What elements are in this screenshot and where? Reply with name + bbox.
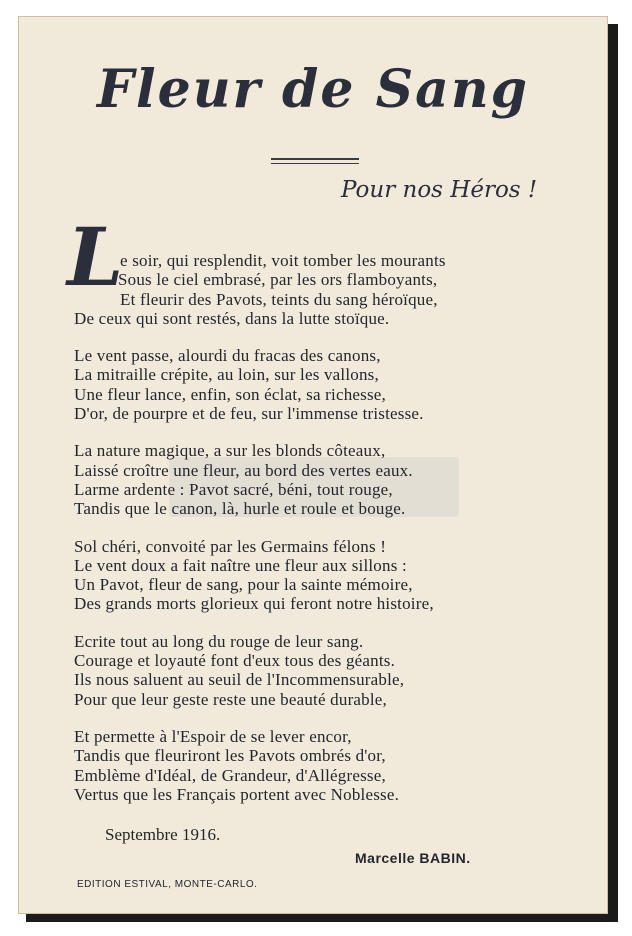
stanza-6 bbox=[74, 727, 608, 804]
verse-line: Et permette à l'Espoir de se lever encor, bbox=[74, 726, 352, 746]
verse-line: Sol chéri, convoité par les Germains félons ! bbox=[74, 536, 387, 556]
verse-line: Le vent passe, alourdi du fracas des canons, bbox=[74, 346, 381, 366]
drop-cap: L bbox=[67, 210, 124, 304]
verse-line: Tandis que fleuriront les Pavots ombrés d'or, bbox=[74, 746, 386, 766]
title-divider bbox=[271, 158, 359, 160]
stanza-4 bbox=[74, 537, 608, 614]
verse-line: Le vent doux a fait naître une fleur aux sillons : bbox=[74, 555, 407, 575]
verse-line: Tandis que le canon, là, hurle et roule et bouge. bbox=[74, 499, 406, 519]
title-divider-thin bbox=[271, 163, 359, 164]
postcard bbox=[18, 16, 608, 914]
stanza-3 bbox=[74, 441, 608, 518]
verse-line: La mitraille crépite, au loin, sur les vallons, bbox=[74, 365, 379, 385]
verse-line: Pour que leur geste reste une beauté durable, bbox=[74, 689, 387, 709]
verse-line: La nature magique, a sur les blonds côteaux, bbox=[74, 441, 386, 461]
verse-line: Laissé croître une fleur, au bord des vertes eaux. bbox=[74, 460, 413, 480]
poem-date: Septembre 1916. bbox=[105, 825, 221, 844]
verse-line: e soir, qui resplendit, voit tomber les mourants bbox=[120, 251, 446, 270]
poem-author: Marcelle BABIN. bbox=[355, 850, 471, 866]
poem-dedication: Pour nos Héros ! bbox=[341, 177, 538, 203]
verse-line: Larme ardente : Pavot sacré, béni, tout rouge, bbox=[74, 479, 393, 499]
verse-line: Sous le ciel embrasé, par les ors flamboyants, bbox=[118, 270, 438, 290]
verse-line: D'or, de pourpre et de feu, sur l'immense tristesse. bbox=[74, 404, 424, 424]
verse-line: Ecrite tout au long du rouge de leur sang. bbox=[74, 631, 364, 651]
verse-line: Des grands morts glorieux qui feront notre histoire, bbox=[74, 594, 434, 614]
verse-line: Une fleur lance, enfin, son éclat, sa richesse, bbox=[74, 384, 386, 404]
poem-body bbox=[74, 251, 608, 822]
verse-line: De ceux qui sont restés, dans la lutte stoïque. bbox=[74, 308, 390, 328]
verse-line: Un Pavot, fleur de sang, pour la sainte mémoire, bbox=[74, 575, 413, 595]
stanza-1 bbox=[74, 251, 608, 328]
stanza-5 bbox=[74, 632, 608, 709]
verse-line: Courage et loyauté font d'eux tous des géants. bbox=[74, 651, 396, 671]
verse-line: Et fleurir des Pavots, teints du sang héroïque, bbox=[120, 289, 438, 309]
stanza-2 bbox=[74, 346, 608, 423]
verse-line: Vertus que les Français portent avec Noblesse. bbox=[74, 784, 400, 804]
verse-line: Ils nous saluent au seuil de l'Incommensurable, bbox=[74, 670, 405, 690]
publisher-credit: EDITION ESTIVAL, MONTE-CARLO. bbox=[77, 879, 258, 890]
poem-title: Fleur de Sang bbox=[96, 59, 530, 120]
verse-line: Emblème d'Idéal, de Grandeur, d'Allégresse, bbox=[74, 765, 386, 785]
